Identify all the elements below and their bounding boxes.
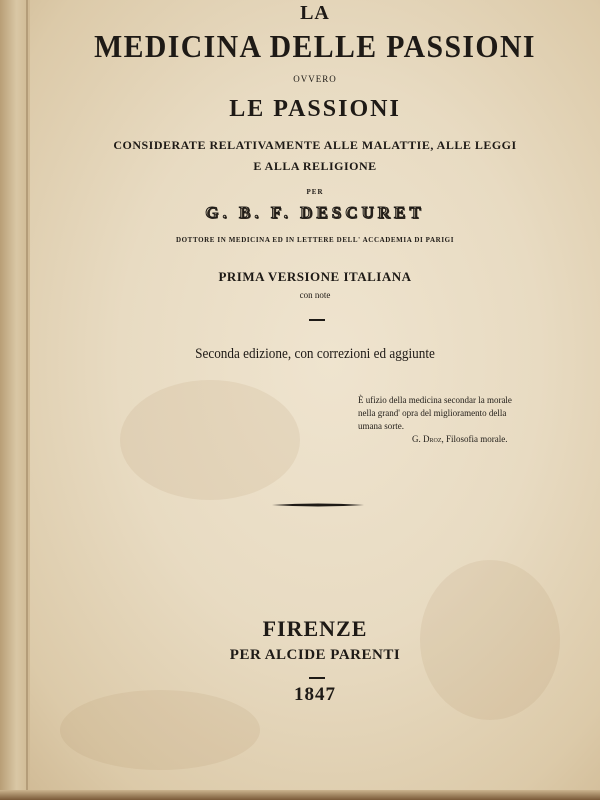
epigraph bbox=[358, 394, 548, 446]
separator-dash bbox=[309, 319, 325, 321]
epigraph-line-2: nella grand' opra del miglioramento della bbox=[358, 408, 507, 418]
paper-stain bbox=[120, 380, 300, 500]
gutter-fold-line bbox=[26, 0, 28, 800]
imprint-city: FIRENZE bbox=[262, 616, 368, 641]
imprint-year: 1847 bbox=[294, 684, 336, 705]
main-title: MEDICINA DELLE PASSIONI bbox=[94, 28, 536, 64]
epigraph-line-1: È ufizio della medicina secondar la morale bbox=[358, 395, 512, 405]
version-statement: PRIMA VERSIONE ITALIANA bbox=[218, 269, 412, 284]
author-credentials: DOTTORE IN MEDICINA ED IN LETTERE DELL' ACCADEMIA DI PARIGI bbox=[175, 236, 455, 244]
title-article: LA bbox=[300, 2, 330, 24]
separator-dash bbox=[309, 677, 325, 679]
subtitle: LE PASSIONI bbox=[229, 96, 401, 122]
imprint-publisher: PER ALCIDE PARENTI bbox=[229, 647, 401, 663]
epigraph-line-3: umana sorte. bbox=[358, 421, 404, 431]
description-line-1: CONSIDERATE RELATIVAMENTE ALLE MALATTIE, ALLE LEGGI bbox=[113, 138, 517, 152]
epigraph-source: Filosofia morale. bbox=[446, 434, 508, 444]
epigraph-author: G. Droz, bbox=[412, 434, 444, 444]
by-label: PER bbox=[306, 188, 324, 196]
page-bottom-edge bbox=[0, 790, 600, 800]
description-line-2: E ALLA RELIGIONE bbox=[253, 159, 377, 173]
author-name: G. B. F. DESCURET bbox=[205, 203, 425, 222]
notes-statement: con note bbox=[299, 290, 331, 300]
title-connector: OVVERO bbox=[293, 74, 337, 84]
edition-statement: Seconda edizione, con correzioni ed aggiunte bbox=[195, 346, 435, 362]
epigraph-attribution bbox=[358, 433, 548, 446]
ornament-rule bbox=[272, 500, 364, 510]
